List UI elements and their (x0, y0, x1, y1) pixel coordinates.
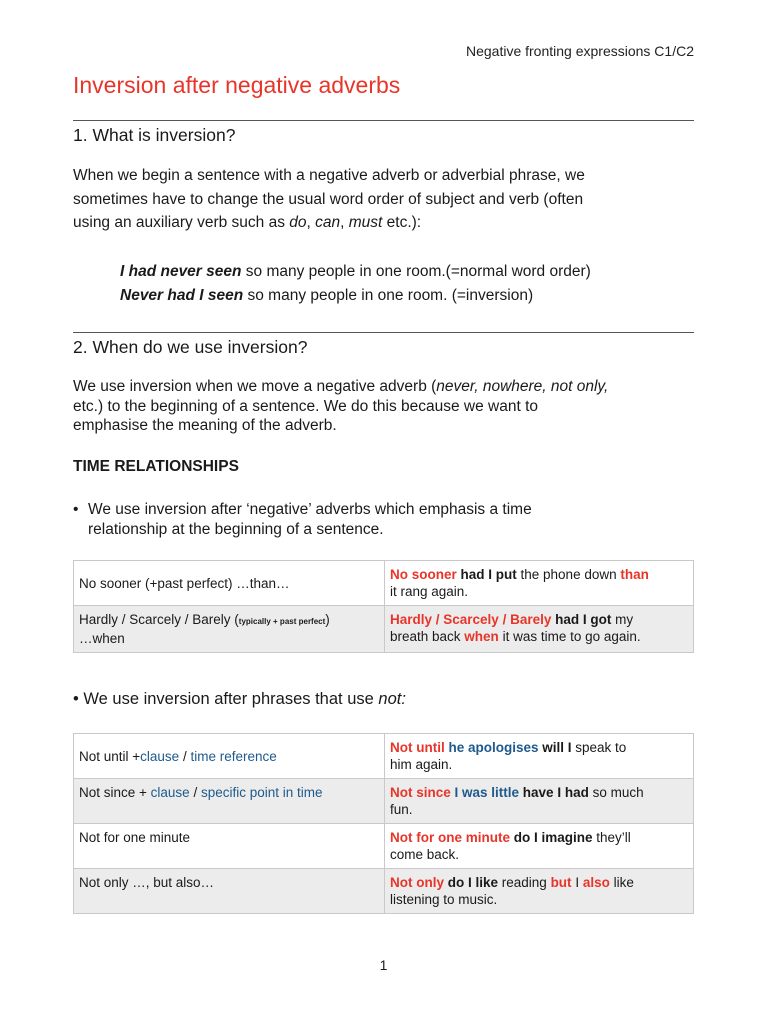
text-line: relationship at the beginning of a sentence. (88, 520, 384, 538)
table-row (74, 606, 694, 653)
example-normal: I had never seen so many people in one room.(=normal word order) (120, 263, 591, 280)
table-row (74, 779, 694, 824)
example-sentences (120, 260, 591, 308)
table-row (74, 824, 694, 869)
table-cell: Hardly / Scarcely / Barely (typically + past perfect) …when (74, 606, 385, 653)
page-number: 1 (379, 957, 388, 973)
page-title: Inversion after negative adverbs (73, 72, 401, 98)
table-cell: Hardly / Scarcely / Barely had I got my breath back when it was time to go again. (385, 606, 694, 653)
table-row (74, 869, 694, 914)
table-cell: Not only …, but also… (74, 869, 385, 914)
table-cell: No sooner had I put the phone down than it rang again. (385, 561, 694, 606)
text-line: etc.) to the beginning of a sentence. We do this because we want to (73, 397, 539, 415)
text-line: We use inversion after ‘negative’ adverbs which emphasis a time (88, 501, 532, 518)
divider (73, 120, 694, 121)
table-cell: No sooner (+past perfect) …than… (74, 561, 385, 606)
divider (73, 332, 694, 333)
section-2-heading: 2. When do we use inversion? (73, 337, 308, 357)
section-1-heading: 1. What is inversion? (73, 125, 236, 145)
not-phrases-table (73, 733, 694, 914)
table-cell: Not until he apologises will I speak to him again. (385, 734, 694, 779)
table-cell: Not for one minute (74, 824, 385, 869)
text-line: using an auxiliary verb such as do, can, must etc.): (73, 214, 422, 231)
table-cell: Not since I was little have I had so much fun. (385, 779, 694, 824)
time-relationships-heading: TIME RELATIONSHIPS (73, 458, 239, 475)
section-2-paragraph (73, 377, 694, 436)
text-line: When we begin a sentence with a negative adverb or adverbial phrase, we (73, 167, 585, 184)
table-row (74, 561, 694, 606)
header-note: Negative fronting expressions C1/C2 (465, 43, 694, 59)
example-inversion: Never had I seen so many people in one room. (=inversion) (120, 287, 534, 304)
table-cell: Not for one minute do I imagine they’ll come back. (385, 824, 694, 869)
bullet-dot: • (73, 501, 79, 518)
table-cell: Not until +clause / time reference (74, 734, 385, 779)
section-1-paragraph (73, 164, 694, 235)
text-line: We use inversion when we move a negative adverb (never, nowhere, not only, (73, 378, 609, 395)
not-bullet: • We use inversion after phrases that use not: (73, 690, 406, 708)
table-cell: Not since + clause / specific point in time (74, 779, 385, 824)
time-relationships-table (73, 560, 694, 653)
text-line: emphasise the meaning of the adverb. (73, 417, 337, 434)
table-cell: Not only do I like reading but I also like listening to music. (385, 869, 694, 914)
text-line: sometimes have to change the usual word order of subject and verb (often (73, 190, 584, 208)
table-row (74, 734, 694, 779)
